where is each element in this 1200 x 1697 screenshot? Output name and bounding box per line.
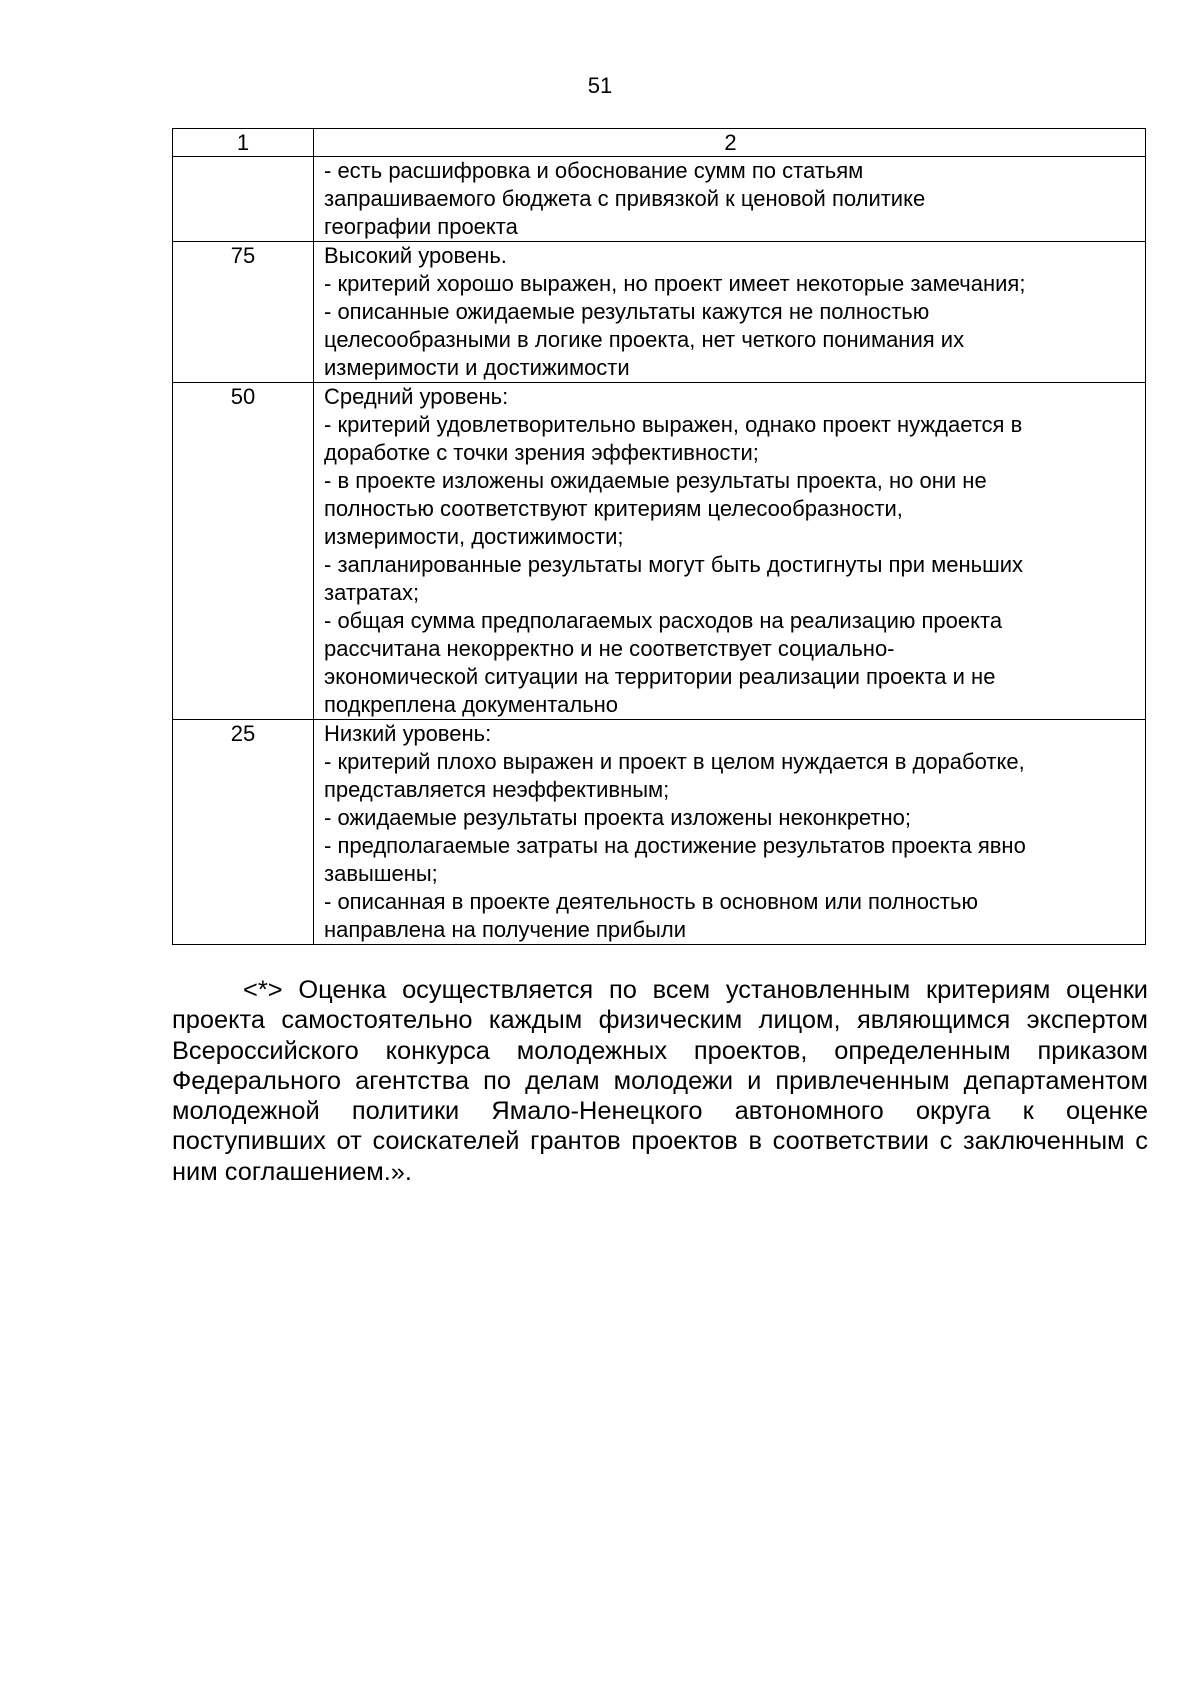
description-line: - описанные ожидаемые результаты кажутся не полностью <box>324 299 930 324</box>
description-line: подкреплена документально <box>324 692 619 717</box>
description-line: измеримости и достижимости <box>324 355 630 380</box>
description-cell <box>314 242 1146 383</box>
page-number: 51 <box>587 73 613 98</box>
description-line: - критерий хорошо выражен, но проект имеет некоторые замечания; <box>324 271 1026 296</box>
description-line: - критерий удовлетворительно выражен, однако проект нуждается в <box>324 412 1023 437</box>
description-line: - ожидаемые результаты проекта изложены неконкретно; <box>324 805 912 830</box>
description-line: запрашиваемого бюджета с привязкой к ценовой политике <box>324 186 926 211</box>
description-line: рассчитана некорректно и не соответствует социально- <box>324 636 895 661</box>
table-row <box>173 242 1146 383</box>
description-line: - в проекте изложены ожидаемые результаты проекта, но они не <box>324 468 987 493</box>
description-line: - предполагаемые затраты на достижение результатов проекта явно <box>324 833 1026 858</box>
description-line: целесообразными в логике проекта, нет четкого понимания их <box>324 327 965 352</box>
score-cell <box>173 157 314 242</box>
header-cell-description: 2 <box>314 129 1146 157</box>
description-line: географии проекта <box>324 214 518 239</box>
score-cell: 25 <box>173 720 314 945</box>
table-row <box>173 383 1146 720</box>
criteria-table <box>172 128 1146 945</box>
header-cell-score: 1 <box>173 129 314 157</box>
description-line: измеримости, достижимости; <box>324 524 624 549</box>
description-line: полностью соответствуют критериям целесообразности, <box>324 496 903 521</box>
level-title: Высокий уровень. <box>324 243 507 268</box>
description-cell <box>314 720 1146 945</box>
description-line: представляется неэффективным; <box>324 777 670 802</box>
level-title: Средний уровень: <box>324 384 509 409</box>
table-row <box>173 720 1146 945</box>
score-cell: 75 <box>173 242 314 383</box>
description-line: завышены; <box>324 861 438 886</box>
description-line: - общая сумма предполагаемых расходов на реализацию проекта <box>324 608 1003 633</box>
footnote-paragraph: <*> Оценка осуществляется по всем установленным критериям оценки проекта самостоятельно каждым физическим лицом, являющимся экспертом Всероссийского конкурса молодежных проектов, определенным приказом Федерального агентства по делам молодежи и привлеченным департаментом молодежной политики Ямало-Ненецкого автономного округа к оценке поступивших от соискателей грантов проектов в соответствии с заключенным с ним соглашением.». <box>172 976 1148 1186</box>
table-row <box>173 157 1146 242</box>
score-cell: 50 <box>173 383 314 720</box>
description-line: экономической ситуации на территории реализации проекта и не <box>324 664 996 689</box>
description-line: - описанная в проекте деятельность в основном или полностью <box>324 889 978 914</box>
level-title: Низкий уровень: <box>324 721 492 746</box>
table-header-row <box>173 129 1146 157</box>
description-line: доработке с точки зрения эффективности; <box>324 440 759 465</box>
description-cell <box>314 383 1146 720</box>
description-line: - критерий плохо выражен и проект в целом нуждается в доработке, <box>324 749 1025 774</box>
description-line: - запланированные результаты могут быть достигнуты при меньших <box>324 552 1024 577</box>
description-cell <box>314 157 1146 242</box>
description-line: затратах; <box>324 580 420 605</box>
description-line: направлена на получение прибыли <box>324 917 686 942</box>
description-line: - есть расшифровка и обоснование сумм по статьям <box>324 158 864 183</box>
